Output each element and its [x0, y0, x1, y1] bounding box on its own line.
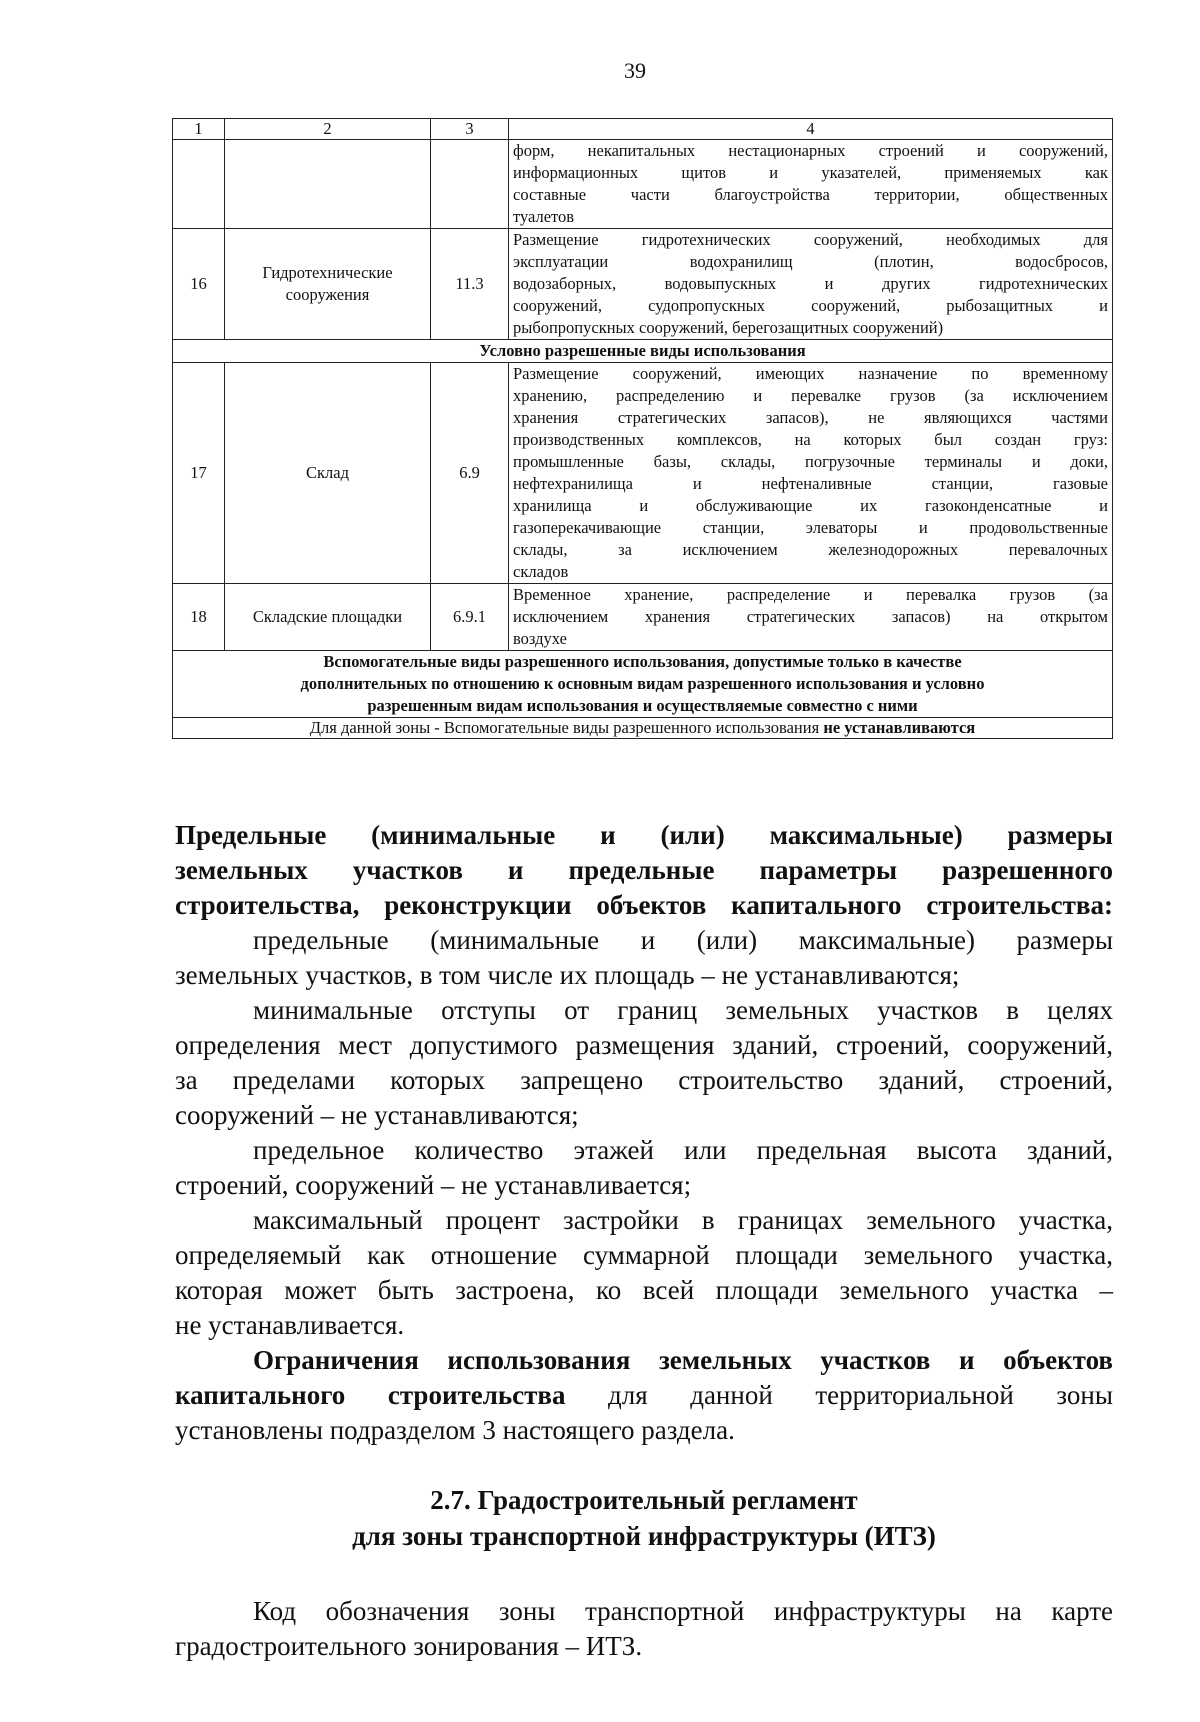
desc-line: информационных щитов и указателей, применяемых как [513, 163, 1108, 182]
paragraph-line: не устанавливается. [175, 1310, 405, 1340]
section-title-auxiliary: Вспомогательные виды разрешенного использования, допустимые только в качестве дополнительных по отношению к основным видам разрешенного использования и условно разрешенным видам использования и осуществляемые совместно с ними [173, 651, 1113, 718]
desc-line: водозаборных, водовыпускных и других гидротехнических [513, 274, 1108, 293]
paragraph-line: предельное количество этажей или предельная высота зданий, [253, 1135, 1113, 1165]
header-cell: 3 [431, 119, 509, 140]
desc-line: нефтехранилища и нефтеналивные станции, газовые [513, 474, 1108, 493]
paragraph-line: строений, сооружений – не устанавливается; [175, 1170, 692, 1200]
body-text [175, 818, 1113, 1664]
use-code: 11.3 [431, 229, 509, 340]
header-cell: 1 [173, 119, 225, 140]
desc-line: склады, за исключением железнодорожных перевалочных [513, 540, 1108, 559]
table-row [173, 229, 1113, 340]
limits-heading-line: Предельные (минимальные и (или) максимальные) размеры [175, 820, 1113, 850]
row-number: 18 [173, 584, 225, 651]
auxiliary-note: Для данной зоны - Вспомогательные виды разрешенного использования не устанавливаются [173, 718, 1113, 739]
row-number: 16 [173, 229, 225, 340]
desc-line: хранилища и обслуживающие их газоконденсатные и [513, 496, 1108, 515]
zone-code-line: Код обозначения зоны транспортной инфраструктуры на карте [253, 1596, 1113, 1626]
note-row [173, 718, 1113, 739]
paragraph-line: сооружений – не устанавливаются; [175, 1100, 579, 1130]
desc-line: исключением хранения стратегических запасов) на открытом [513, 607, 1108, 626]
use-name: Склад [225, 363, 431, 584]
desc-line: газоперекачивающие станции, элеваторы и продовольственные [513, 518, 1108, 537]
section-heading: 2.7. Градостроительный регламент для зоны транспортной инфраструктуры (ИТЗ) [352, 1485, 936, 1551]
use-name: Складские площадки [225, 584, 431, 651]
paragraph-line: минимальные отступы от границ земельных участков в целях [253, 995, 1113, 1025]
desc-line: хранению, распределению и перевалке грузов (за исключением [513, 386, 1108, 405]
desc-line: туалетов [513, 207, 575, 226]
table-row [173, 363, 1113, 584]
use-code: 6.9 [431, 363, 509, 584]
header-cell: 4 [509, 119, 1113, 140]
description-cell [509, 584, 1113, 651]
desc-line: промышленные базы, склады, погрузочные терминалы и доки, [513, 452, 1108, 471]
section-title-conditional: Условно разрешенные виды использования [173, 340, 1113, 363]
desc-line: Размещение гидротехнических сооружений, необходимых для [513, 230, 1108, 249]
page-number: 39 [624, 58, 646, 83]
description-cell [509, 229, 1113, 340]
limits-heading-line: земельных участков и предельные параметры разрешенного [175, 855, 1113, 885]
table-header-row [173, 119, 1113, 140]
desc-line: сооружений, судопропускных сооружений, рыбозащитных и [513, 296, 1108, 315]
restrictions-line: Ограничения использования земельных участков и объектов [253, 1345, 1113, 1375]
description-cell [509, 140, 1113, 229]
zone-code-line: градостроительного зонирования – ИТЗ. [175, 1631, 643, 1661]
use-name: Гидротехнические сооружения [225, 229, 431, 340]
desc-line: рыбопропускных сооружений, берегозащитных сооружений) [513, 318, 944, 337]
desc-line: складов [513, 562, 569, 581]
paragraph-line: максимальный процент застройки в границах земельного участка, [253, 1205, 1113, 1235]
paragraph-line: предельные (минимальные и (или) максимальные) размеры [253, 925, 1113, 955]
table-row [173, 584, 1113, 651]
row-number: 17 [173, 363, 225, 584]
paragraph-line: определения мест допустимого размещения зданий, строений, сооружений, [175, 1030, 1113, 1060]
use-code: 6.9.1 [431, 584, 509, 651]
description-cell [509, 363, 1113, 584]
section-row [173, 340, 1113, 363]
table-row [173, 140, 1113, 229]
restrictions-line: установлены подразделом 3 настоящего раздела. [175, 1415, 735, 1445]
limits-heading-line: строительства, реконструкции объектов капитального строительства: [175, 890, 1113, 920]
desc-line: эксплуатации водохранилищ (плотин, водосбросов, [513, 252, 1108, 271]
desc-line: Размещение сооружений, имеющих назначение по временному [513, 364, 1108, 383]
desc-line: форм, некапитальных нестационарных строений и сооружений, [513, 141, 1108, 160]
desc-line: Временное хранение, распределение и перевалка грузов (за [513, 585, 1108, 604]
header-cell: 2 [225, 119, 431, 140]
land-use-table [172, 118, 1113, 739]
paragraph-line: за пределами которых запрещено строительство зданий, строений, [175, 1065, 1113, 1095]
paragraph-line: определяемый как отношение суммарной площади земельного участка, [175, 1240, 1113, 1270]
desc-line: хранения стратегических запасов), не являющихся частями [513, 408, 1108, 427]
desc-line: воздухе [513, 629, 567, 648]
desc-line: составные части благоустройства территории, общественных [513, 185, 1108, 204]
paragraph-line: которая может быть застроена, ко всей площади земельного участка – [175, 1275, 1113, 1305]
restrictions-line: капитального строительства для данной территориальной зоны [175, 1380, 1113, 1410]
paragraph-line: земельных участков, в том числе их площадь – не устанавливаются; [175, 960, 960, 990]
section-row [173, 651, 1113, 718]
desc-line: производственных комплексов, на которых был создан груз: [513, 430, 1108, 449]
